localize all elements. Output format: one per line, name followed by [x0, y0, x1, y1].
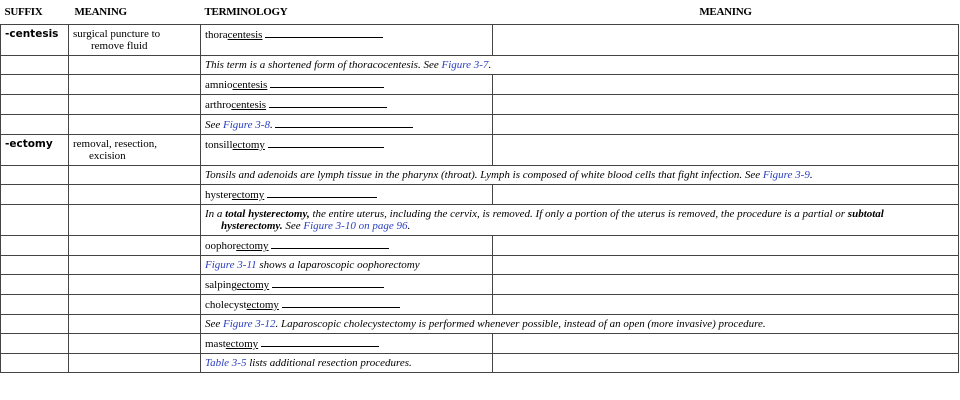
term-prefix: hyster	[205, 189, 232, 201]
bold-term: hysterectomy.	[221, 220, 283, 232]
table-row	[1, 135, 959, 166]
note-text: .	[269, 119, 273, 131]
meaning-answer-cell[interactable]	[493, 256, 959, 275]
table-link[interactable]: Table 3-5	[205, 357, 247, 369]
table-row	[1, 95, 959, 115]
table-row	[1, 25, 959, 56]
term-cell	[201, 236, 493, 256]
note-text: lists additional resection procedures.	[246, 357, 412, 369]
meaning-answer-cell[interactable]	[493, 295, 959, 315]
meaning-line: excision	[89, 150, 126, 162]
term-suffix: centesis	[232, 79, 268, 91]
term-cell	[201, 295, 493, 315]
table-row	[1, 236, 959, 256]
answer-blank[interactable]	[271, 239, 389, 249]
table-row	[1, 56, 959, 75]
answer-blank[interactable]	[261, 337, 379, 347]
term-prefix: mast	[205, 338, 226, 350]
term-prefix: amnio	[205, 79, 233, 91]
answer-blank[interactable]	[282, 298, 400, 308]
meaning-answer-cell[interactable]	[493, 25, 959, 56]
figure-link[interactable]: Figure 3-9	[762, 169, 810, 181]
note-text: .	[809, 169, 813, 181]
note-text: See	[282, 220, 304, 232]
term-cell	[201, 135, 493, 166]
term-cell	[201, 185, 493, 205]
note-cell	[201, 256, 493, 275]
table-row	[1, 115, 959, 135]
note-text: .	[488, 59, 492, 71]
note-text: the entire uterus, including the cervix, is removed. If only a portion of the uterus is removed, the procedure is a partial or	[309, 208, 848, 220]
bold-term: total hysterectomy,	[225, 208, 310, 220]
meaning-answer-cell[interactable]	[493, 185, 959, 205]
figure-link[interactable]: Figure 3-7	[441, 59, 489, 71]
header-row	[1, 0, 959, 25]
answer-blank[interactable]	[267, 188, 377, 198]
answer-blank[interactable]	[275, 118, 413, 128]
term-cell	[201, 25, 493, 56]
note-cell	[201, 56, 959, 75]
figure-link[interactable]: Figure 3-11	[205, 259, 257, 271]
term-prefix: arthro	[205, 99, 232, 111]
term-suffix: ectomy	[246, 299, 279, 311]
term-cell	[201, 95, 493, 115]
note-cell	[201, 205, 959, 236]
table-row	[1, 334, 959, 354]
meaning-answer-cell[interactable]	[493, 334, 959, 354]
figure-link[interactable]: Figure 3-10 on page 96	[303, 220, 408, 232]
bold-term: subtotal	[847, 208, 884, 220]
table-row	[1, 185, 959, 205]
meaning-answer-cell[interactable]	[493, 135, 959, 166]
meaning-answer-cell[interactable]	[493, 354, 959, 373]
note-text: See	[205, 119, 224, 131]
meaning-line: remove fluid	[91, 40, 148, 52]
note-cell	[201, 166, 959, 185]
terminology-header: TERMINOLOGY	[201, 0, 493, 25]
figure-link[interactable]: Figure 3-8	[223, 119, 270, 131]
answer-blank[interactable]	[269, 98, 387, 108]
note-text: This term is a shortened form of thoracocentesis. See	[205, 59, 442, 71]
term-cell	[201, 334, 493, 354]
note-cell	[201, 115, 493, 135]
term-suffix: ectomy	[231, 189, 265, 201]
table-row	[1, 354, 959, 373]
table-row	[1, 166, 959, 185]
term-prefix: thora	[205, 29, 228, 41]
term-suffix: ectomy	[232, 139, 265, 151]
term-cell	[201, 75, 493, 95]
meaning-answer-cell[interactable]	[493, 236, 959, 256]
answer-blank[interactable]	[268, 138, 384, 148]
suffix-header: SUFFIX	[1, 0, 69, 25]
term-suffix: centesis	[227, 29, 263, 41]
note-text: See	[205, 318, 224, 330]
table-row	[1, 75, 959, 95]
note-cell	[201, 354, 493, 373]
note-text: shows a laparoscopic oophorectomy	[256, 259, 420, 271]
term-suffix: ectomy	[225, 338, 259, 350]
meaning-line: surgical puncture to	[73, 28, 161, 40]
term-prefix: salping	[205, 279, 237, 291]
term-prefix: cholecyst	[205, 299, 247, 311]
meaning-cell	[69, 135, 201, 166]
meaning-header: MEANING	[69, 0, 201, 25]
answer-blank[interactable]	[272, 278, 384, 288]
note-text: Tonsils and adenoids are lymph tissue in the pharynx (throat). Lymph is composed of white blood cells that fight infection. See	[205, 169, 763, 181]
term-prefix: tonsill	[205, 139, 233, 151]
note-text: . Laparoscopic cholecystectomy is performed whenever possible, instead of an open (more invasive) procedure.	[275, 318, 766, 330]
table-row	[1, 256, 959, 275]
meaning-answer-cell[interactable]	[493, 75, 959, 95]
suffix-cell: -centesis	[1, 25, 69, 56]
answer-blank[interactable]	[265, 28, 383, 38]
meaning-answer-cell[interactable]	[493, 115, 959, 135]
term-suffix: ectomy	[236, 279, 270, 291]
answer-blank[interactable]	[270, 78, 384, 88]
note-text: .	[407, 220, 411, 232]
note-text: In a	[205, 208, 226, 220]
meaning-line: removal, resection,	[73, 138, 157, 150]
meaning-cell	[69, 25, 201, 56]
table-row	[1, 275, 959, 295]
suffix-cell: -ectomy	[1, 135, 69, 166]
term-meaning-header: MEANING	[493, 0, 959, 25]
table-row	[1, 205, 959, 236]
table-row	[1, 295, 959, 315]
meaning-answer-cell[interactable]	[493, 275, 959, 295]
figure-link[interactable]: Figure 3-12	[223, 318, 276, 330]
term-prefix: oophor	[205, 240, 237, 252]
term-cell	[201, 275, 493, 295]
meaning-answer-cell[interactable]	[493, 95, 959, 115]
table-row	[1, 315, 959, 334]
term-suffix: centesis	[231, 99, 267, 111]
note-cell	[201, 315, 959, 334]
term-suffix: ectomy	[236, 240, 269, 252]
